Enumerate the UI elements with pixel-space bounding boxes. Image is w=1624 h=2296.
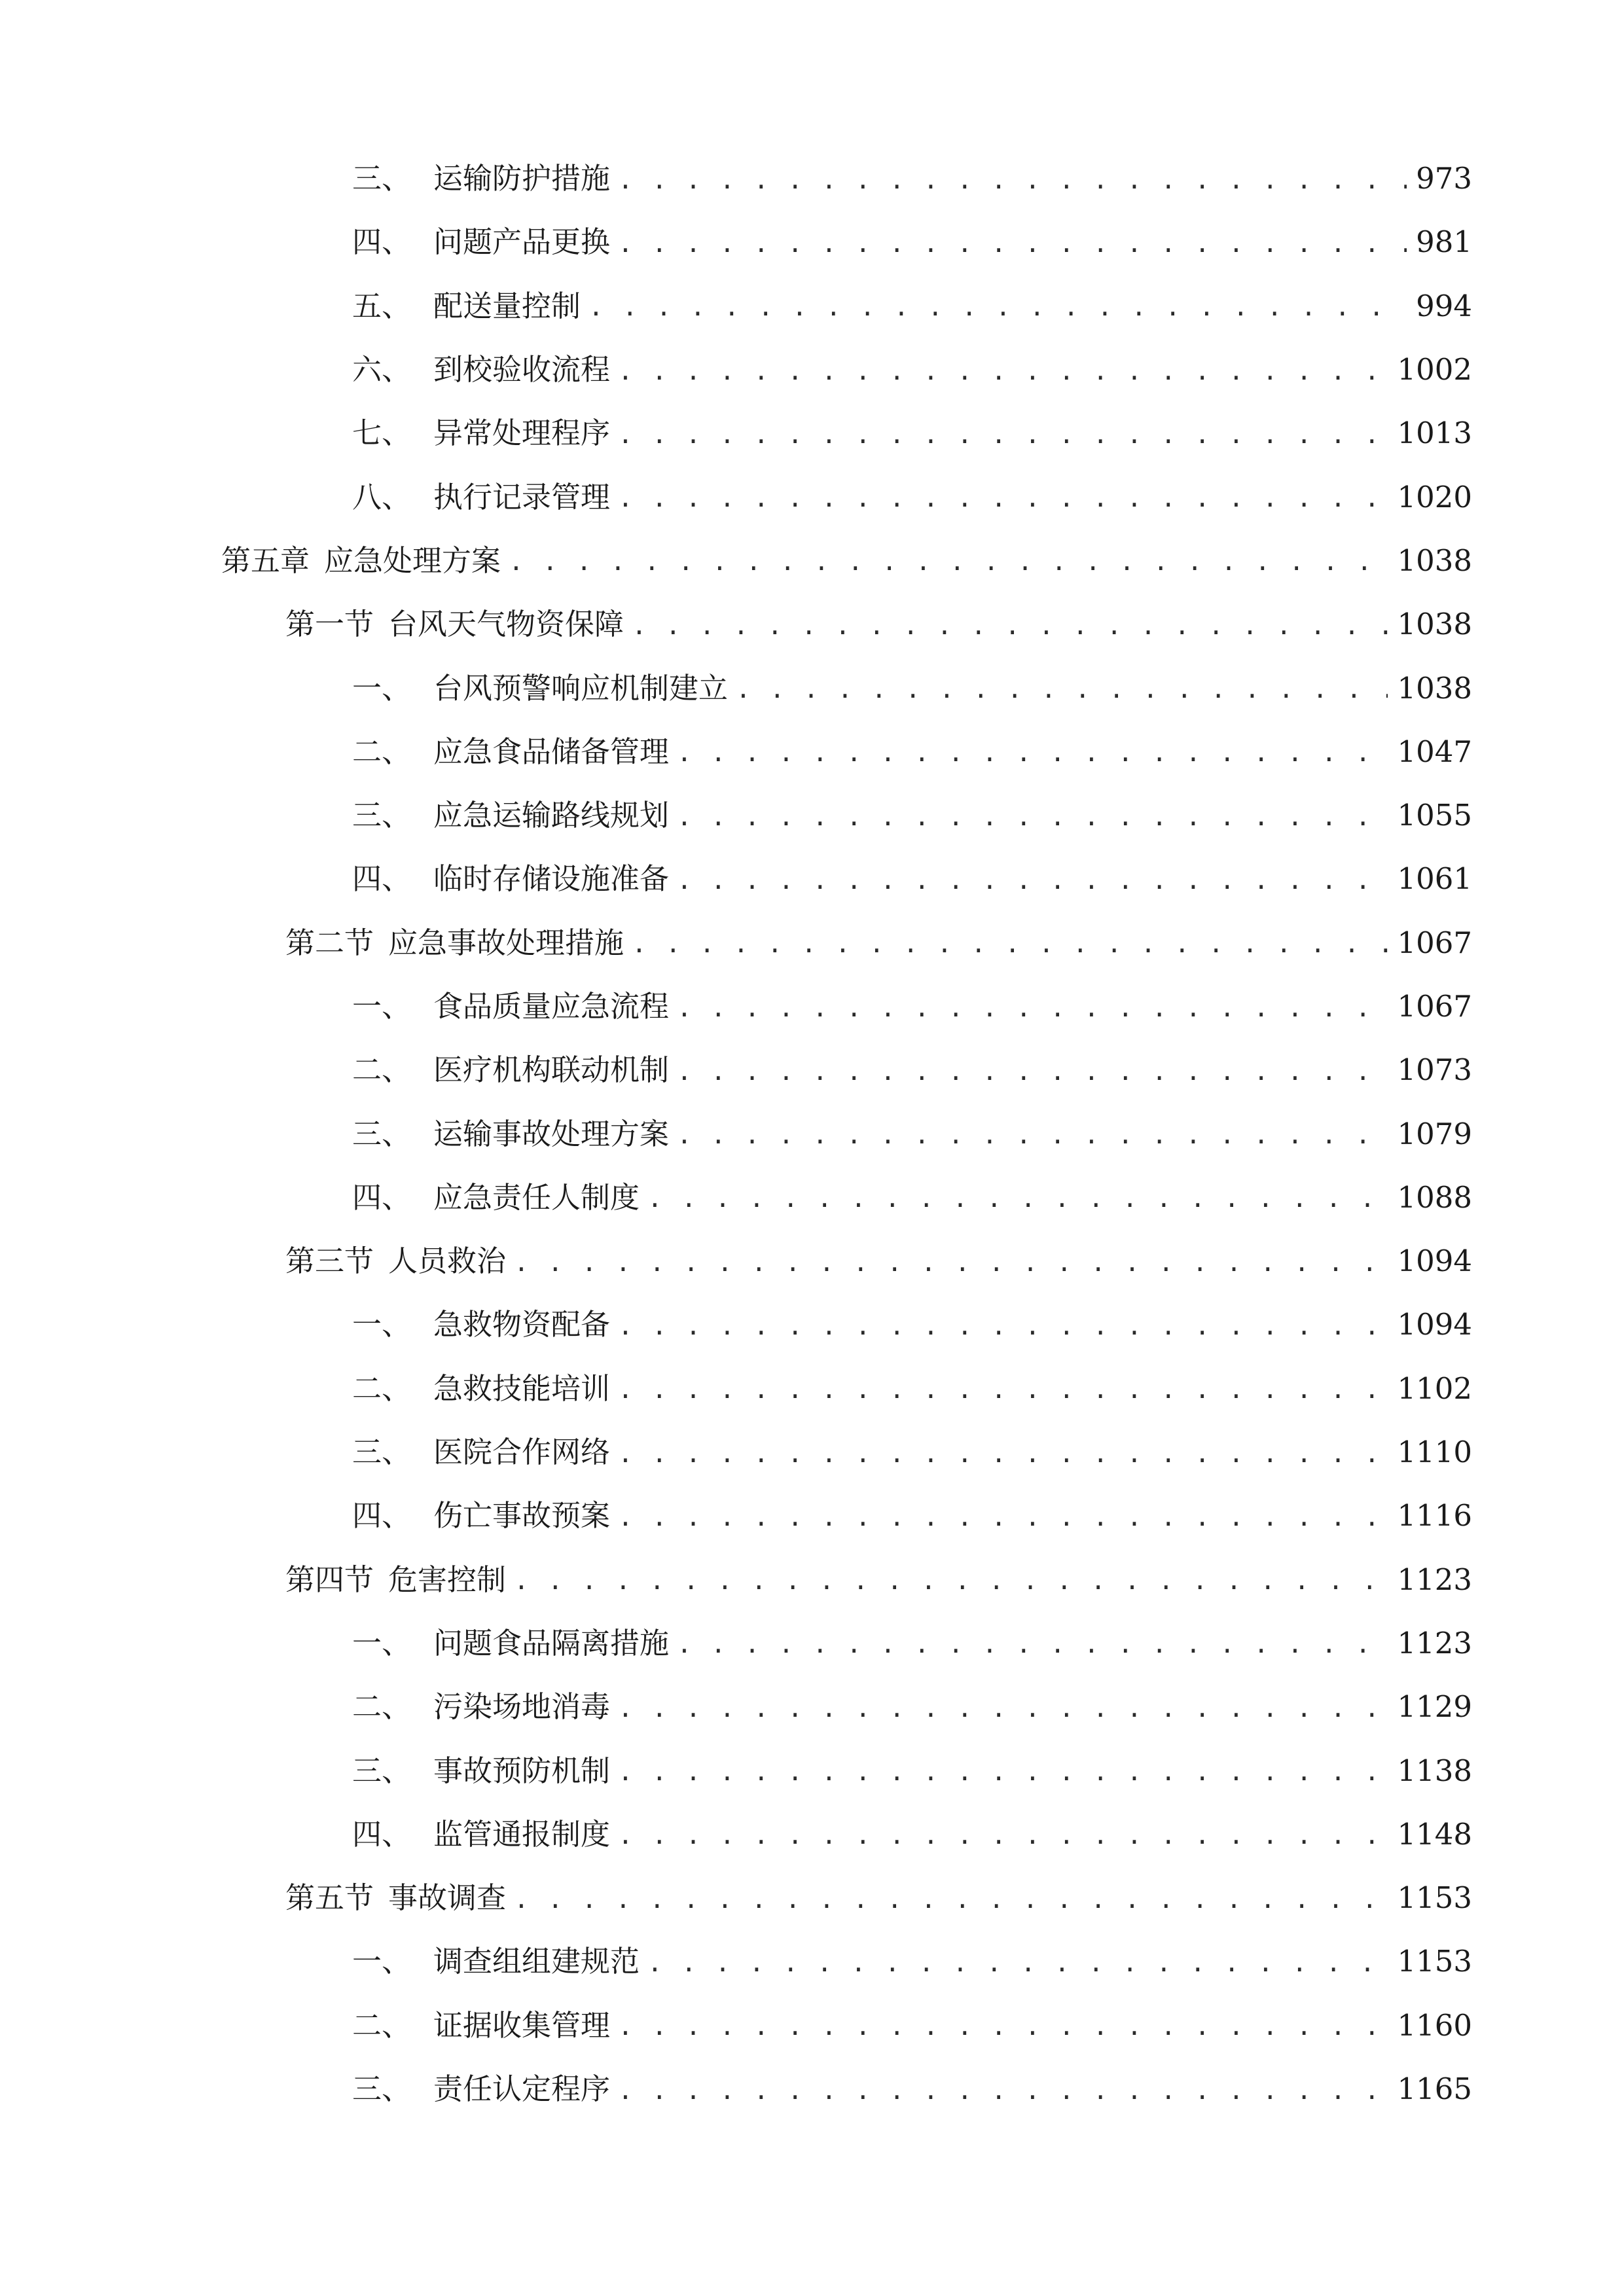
toc-entry-line	[352, 783, 1472, 847]
toc-entry-number: 四、	[352, 1179, 412, 1215]
toc-entry-number: 二、	[352, 1052, 412, 1088]
toc-entry-line	[352, 401, 1472, 465]
toc-entry-page-number: 1102	[1397, 1371, 1472, 1406]
toc-entry-line	[352, 1675, 1472, 1738]
toc-entry-page-number: 1067	[1397, 925, 1472, 960]
toc-entry-title: 急救技能培训	[433, 1371, 611, 1406]
toc-entry-item[interactable]	[0, 1929, 1624, 1993]
toc-entry-number: 一、	[352, 1944, 412, 1979]
toc-entry-line	[352, 1357, 1472, 1420]
toc-entry-page-number: 981	[1416, 224, 1472, 260]
toc-entry-item[interactable]	[0, 975, 1624, 1038]
toc-entry-number: 二、	[352, 1689, 412, 1725]
toc-entry-number: 五、	[352, 288, 412, 323]
toc-entry-line	[285, 592, 1472, 656]
toc-entry-number: 一、	[352, 1307, 412, 1342]
toc-entry-title: 医疗机构联动机制	[433, 1052, 670, 1088]
toc-entry-item[interactable]	[0, 1102, 1624, 1165]
toc-entry-number: 第五章	[221, 543, 310, 578]
toc-entry-page-number: 1094	[1397, 1244, 1472, 1279]
toc-entry-title: 食品质量应急流程	[433, 989, 670, 1024]
toc-entry-title: 临时存储设施准备	[433, 861, 670, 897]
dot-leader	[618, 359, 1388, 384]
toc-entry-title: 应急事故处理措施	[388, 925, 624, 960]
toc-entry-title: 监管通报制度	[433, 1816, 611, 1852]
toc-entry-title: 到校验收流程	[433, 352, 611, 387]
toc-entry-title: 运输事故处理方案	[433, 1116, 670, 1151]
toc-entry-page-number: 1061	[1397, 861, 1472, 897]
toc-entry-page-number: 1038	[1397, 670, 1472, 706]
toc-entry-number: 三、	[352, 798, 412, 833]
toc-entry-title: 配送量控制	[433, 288, 581, 323]
toc-entry-item[interactable]	[0, 1357, 1624, 1420]
toc-entry-number: 第五节	[285, 1880, 374, 1916]
dot-leader	[588, 295, 1407, 319]
toc-entry-number: 一、	[352, 989, 412, 1024]
toc-entry-title: 台风天气物资保障	[388, 607, 624, 642]
toc-entry-page-number: 1123	[1397, 1562, 1472, 1597]
toc-entry-line	[352, 1994, 1472, 2057]
dot-leader	[618, 1377, 1388, 1402]
toc-entry-page-number: 1067	[1397, 989, 1472, 1024]
toc-entry-title: 医院合作网络	[433, 1435, 611, 1470]
dot-leader	[618, 422, 1388, 447]
toc-entry-item[interactable]	[0, 1738, 1624, 1802]
toc-entry-page-number: 1038	[1397, 543, 1472, 578]
dot-leader	[677, 996, 1388, 1020]
toc-entry-number: 二、	[352, 1371, 412, 1406]
dot-leader	[677, 868, 1388, 893]
toc-entry-line	[352, 1484, 1472, 1547]
toc-entry-page-number: 1123	[1397, 1625, 1472, 1660]
toc-entry-line	[221, 529, 1472, 592]
toc-entry-section[interactable]	[0, 592, 1624, 656]
toc-entry-number: 三、	[352, 2072, 412, 2107]
toc-entry-page-number: 1088	[1397, 1179, 1472, 1215]
toc-entry-section[interactable]	[0, 1229, 1624, 1293]
dot-leader	[677, 1632, 1388, 1657]
toc-entry-number: 第三节	[285, 1244, 374, 1279]
toc-entry-line	[352, 210, 1472, 274]
toc-entry-line	[352, 147, 1472, 210]
toc-entry-line	[352, 720, 1472, 783]
toc-entry-title: 事故调查	[388, 1880, 507, 1916]
toc-entry-title: 异常处理程序	[433, 416, 611, 451]
toc-entry-title: 危害控制	[388, 1562, 507, 1597]
toc-entry-line	[352, 1803, 1472, 1866]
toc-entry-line	[352, 1611, 1472, 1675]
dot-leader	[514, 1887, 1388, 1912]
toc-entry-page-number: 1160	[1397, 2007, 1472, 2043]
toc-entry-line	[285, 1548, 1472, 1611]
toc-entry-title: 事故预防机制	[433, 1753, 611, 1788]
toc-entry-page-number: 1047	[1397, 734, 1472, 769]
toc-entry-title: 台风预警响应机制建立	[433, 670, 729, 706]
toc-entry-number: 四、	[352, 1498, 412, 1534]
toc-entry-title: 问题食品隔离措施	[433, 1625, 670, 1660]
dot-leader	[618, 2014, 1388, 2039]
toc-entry-number: 一、	[352, 670, 412, 706]
toc-entry-page-number: 1002	[1397, 352, 1472, 387]
toc-entry-page-number: 1055	[1397, 798, 1472, 833]
toc-entry-item[interactable]	[0, 783, 1624, 847]
toc-entry-line	[352, 1166, 1472, 1229]
toc-entry-page-number: 1020	[1397, 479, 1472, 514]
toc-entry-number: 三、	[352, 1435, 412, 1470]
toc-entry-number: 一、	[352, 1625, 412, 1660]
dot-leader	[647, 1186, 1388, 1211]
toc-entry-title: 证据收集管理	[433, 2007, 611, 2043]
dot-leader	[618, 1823, 1388, 1848]
toc-entry-page-number: 1153	[1397, 1880, 1472, 1916]
toc-entry-section[interactable]	[0, 1866, 1624, 1929]
toc-entry-page-number: 1013	[1397, 416, 1472, 451]
toc-entry-item[interactable]	[0, 147, 1624, 210]
toc-entry-number: 四、	[352, 1816, 412, 1852]
dot-leader	[509, 549, 1388, 574]
toc-entry-item[interactable]	[0, 2057, 1624, 2121]
toc-entry-section[interactable]	[0, 1548, 1624, 1611]
toc-entry-line	[352, 1929, 1472, 1993]
toc-entry-item[interactable]	[0, 1293, 1624, 1356]
toc-entry-item[interactable]	[0, 720, 1624, 783]
toc-entry-title: 应急食品储备管理	[433, 734, 670, 769]
toc-entry-chapter[interactable]	[0, 529, 1624, 592]
toc-entry-page-number: 1079	[1397, 1116, 1472, 1151]
dot-leader	[618, 1441, 1388, 1466]
toc-entry-title: 污染场地消毒	[433, 1689, 611, 1725]
table-of-contents	[0, 147, 1624, 2121]
toc-entry-page-number: 1116	[1397, 1498, 1472, 1534]
dot-leader	[618, 1696, 1388, 1721]
dot-leader	[736, 677, 1388, 702]
dot-leader	[677, 804, 1388, 829]
toc-entry-page-number: 1110	[1397, 1435, 1472, 1470]
toc-entry-title: 伤亡事故预案	[433, 1498, 611, 1534]
toc-entry-number: 三、	[352, 1116, 412, 1151]
dot-leader	[618, 2078, 1388, 2103]
toc-entry-item[interactable]	[0, 338, 1624, 401]
dot-leader	[618, 168, 1407, 192]
toc-entry-number: 三、	[352, 1753, 412, 1788]
toc-entry-title: 运输防护措施	[433, 161, 611, 196]
toc-entry-line	[352, 1293, 1472, 1356]
toc-entry-item[interactable]	[0, 1994, 1624, 2057]
toc-entry-line	[352, 975, 1472, 1038]
dot-leader	[618, 1505, 1388, 1530]
toc-entry-title: 责任认定程序	[433, 2072, 611, 2107]
toc-entry-number: 第四节	[285, 1562, 374, 1597]
toc-entry-number: 四、	[352, 224, 412, 260]
dot-leader	[632, 613, 1388, 638]
toc-entry-number: 二、	[352, 734, 412, 769]
dot-leader	[647, 1950, 1388, 1975]
dot-leader	[677, 1122, 1388, 1147]
toc-entry-number: 八、	[352, 479, 412, 514]
toc-entry-number: 第二节	[285, 925, 374, 960]
toc-entry-item[interactable]	[0, 210, 1624, 274]
toc-entry-line	[352, 847, 1472, 910]
toc-entry-title: 应急运输路线规划	[433, 798, 670, 833]
toc-entry-item[interactable]	[0, 847, 1624, 910]
toc-entry-number: 七、	[352, 416, 412, 451]
toc-entry-page-number: 1094	[1397, 1307, 1472, 1342]
dot-leader	[618, 1314, 1388, 1338]
dot-leader	[514, 1568, 1388, 1593]
toc-entry-item[interactable]	[0, 465, 1624, 528]
toc-entry-line	[285, 1229, 1472, 1293]
toc-entry-line	[352, 465, 1472, 528]
toc-entry-number: 第一节	[285, 607, 374, 642]
dot-leader	[618, 486, 1388, 511]
toc-entry-line	[352, 1420, 1472, 1484]
toc-entry-title: 调查组组建规范	[433, 1944, 640, 1979]
toc-entry-item[interactable]	[0, 1675, 1624, 1738]
toc-entry-page-number: 1038	[1397, 607, 1472, 642]
toc-entry-line	[285, 911, 1472, 975]
toc-entry-line	[352, 656, 1472, 719]
toc-entry-page-number: 1138	[1397, 1753, 1472, 1788]
dot-leader	[618, 1759, 1388, 1784]
toc-entry-page-number: 1153	[1397, 1944, 1472, 1979]
toc-entry-number: 六、	[352, 352, 412, 387]
toc-entry-item[interactable]	[0, 1038, 1624, 1102]
toc-entry-item[interactable]	[0, 274, 1624, 338]
toc-entry-title: 人员救治	[388, 1244, 507, 1279]
toc-entry-line	[352, 274, 1472, 338]
toc-entry-page-number: 1073	[1397, 1052, 1472, 1088]
dot-leader	[677, 740, 1388, 765]
toc-entry-title: 问题产品更换	[433, 224, 611, 260]
toc-entry-number: 二、	[352, 2007, 412, 2043]
toc-entry-item[interactable]	[0, 1420, 1624, 1484]
toc-entry-line	[352, 338, 1472, 401]
dot-leader	[514, 1250, 1388, 1275]
toc-entry-title: 应急处理方案	[324, 543, 501, 578]
dot-leader	[618, 231, 1407, 256]
toc-entry-line	[352, 1738, 1472, 1802]
toc-entry-page-number: 1165	[1397, 2072, 1472, 2107]
dot-leader	[632, 931, 1388, 956]
toc-entry-page-number: 1148	[1397, 1816, 1472, 1852]
toc-entry-line	[352, 1038, 1472, 1102]
toc-entry-item[interactable]	[0, 401, 1624, 465]
toc-entry-item[interactable]	[0, 1166, 1624, 1229]
toc-entry-number: 四、	[352, 861, 412, 897]
toc-entry-title: 执行记录管理	[433, 479, 611, 514]
toc-entry-title: 应急责任人制度	[433, 1179, 640, 1215]
toc-entry-item[interactable]	[0, 1484, 1624, 1547]
toc-entry-line	[352, 2057, 1472, 2121]
toc-entry-number: 三、	[352, 161, 412, 196]
toc-entry-item[interactable]	[0, 1611, 1624, 1675]
toc-entry-section[interactable]	[0, 911, 1624, 975]
toc-entry-page-number: 973	[1416, 161, 1472, 196]
toc-entry-line	[285, 1866, 1472, 1929]
dot-leader	[677, 1059, 1388, 1084]
toc-entry-title: 急救物资配备	[433, 1307, 611, 1342]
toc-entry-item[interactable]	[0, 1803, 1624, 1866]
toc-entry-page-number: 994	[1416, 288, 1472, 323]
toc-entry-item[interactable]	[0, 656, 1624, 719]
toc-entry-page-number: 1129	[1397, 1689, 1472, 1725]
toc-entry-line	[352, 1102, 1472, 1165]
